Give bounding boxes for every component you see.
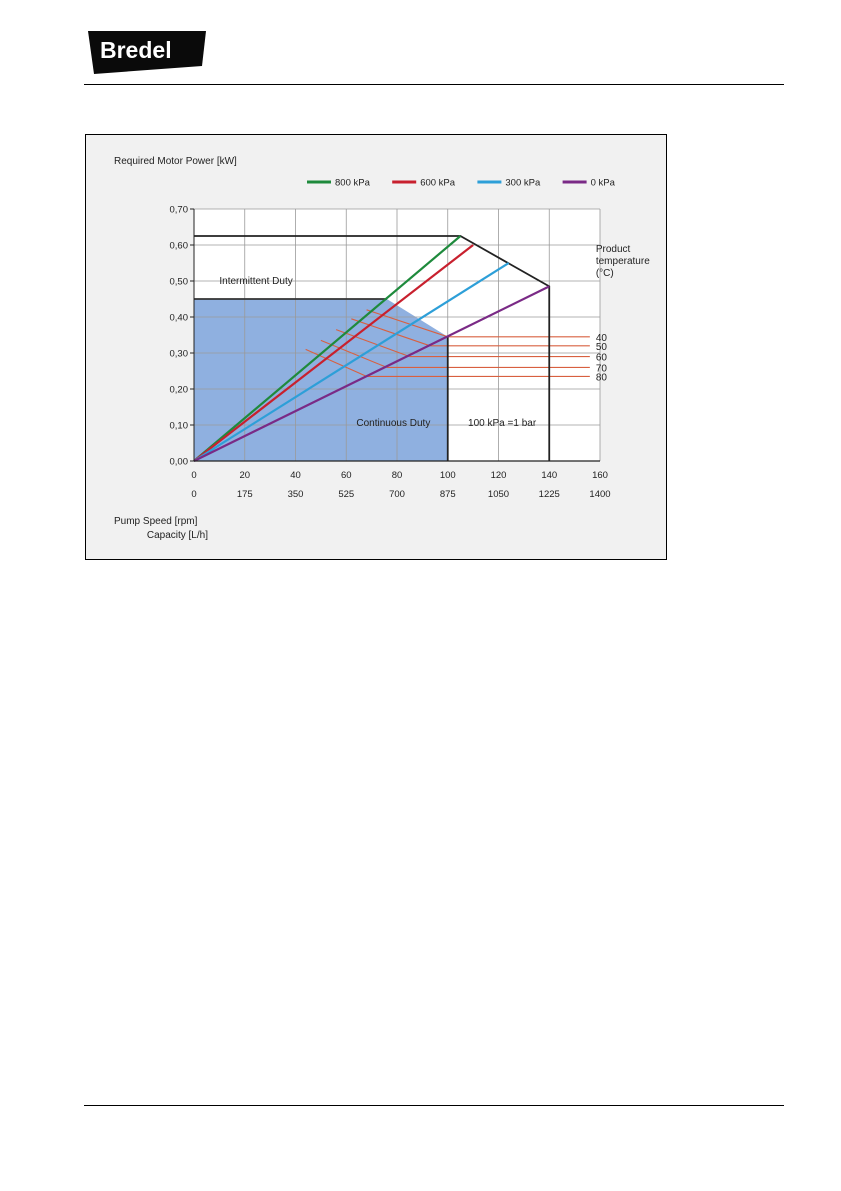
header-rule [84,84,784,85]
x-tick-label-capacity: 1225 [538,489,560,500]
y-tick-label: 0,40 [169,312,188,324]
x-tick-label-capacity: 700 [389,489,405,500]
temperature-label: 70 [595,363,607,375]
x-tick-label: 140 [541,470,558,481]
x-tick-label: 80 [391,470,403,481]
annotation-label: 100 kPa =1 bar [468,418,537,430]
annotation-label: Intermittent Duty [219,276,293,287]
y-tick-label: 0,10 [169,420,188,432]
footer-rule [84,1105,784,1106]
legend-label: 300 kPa [505,177,541,189]
x-tick-label-capacity: 875 [439,489,456,500]
x-tick-label: 40 [290,470,301,481]
legend-label: 800 kPa [335,177,370,189]
legend-label: 600 kPa [420,177,456,189]
temperature-title: Product [595,244,631,256]
motor-power-chart [85,134,667,560]
annotation-label: Continuous Duty [356,418,431,430]
chart-title: Required Motor Power [kW] [114,156,237,167]
x-axis-label: Pump Speed [rpm] [114,516,198,527]
x-tick-label-capacity: 1050 [487,489,510,500]
x-tick-label-capacity: 1400 [589,489,611,500]
temperature-label: 50 [595,341,607,353]
temperature-label: 40 [595,332,607,344]
x-tick-label-capacity: 175 [236,489,253,500]
y-tick-label: 0,60 [169,240,188,252]
y-tick-label: 0,30 [169,348,188,360]
y-tick-label: 0,20 [169,384,188,396]
y-tick-label: 0,70 [169,204,188,216]
temperature-label: 60 [595,352,607,364]
x-tick-label: 100 [439,470,456,481]
x-tick-label-capacity: 0 [191,489,197,500]
legend-label: 0 kPa [590,177,615,189]
x-tick-label: 0 [191,470,197,481]
temperature-title: temperature [595,256,650,268]
x-tick-label: 160 [592,470,608,481]
y-tick-label: 0,50 [169,276,188,288]
x-tick-label-capacity: 350 [287,489,304,500]
temperature-title: (°C) [595,268,614,280]
y-tick-label: 0,00 [169,456,188,468]
x-tick-label-capacity: 525 [338,489,355,500]
x-axis-label-secondary: Capacity [L/h] [146,530,208,541]
x-tick-label: 60 [340,470,352,481]
temperature-label: 80 [595,372,607,384]
logo-text: Bredel [100,37,172,63]
x-tick-label: 120 [490,470,507,481]
x-tick-label: 20 [239,470,251,481]
bredel-logo [84,28,208,76]
